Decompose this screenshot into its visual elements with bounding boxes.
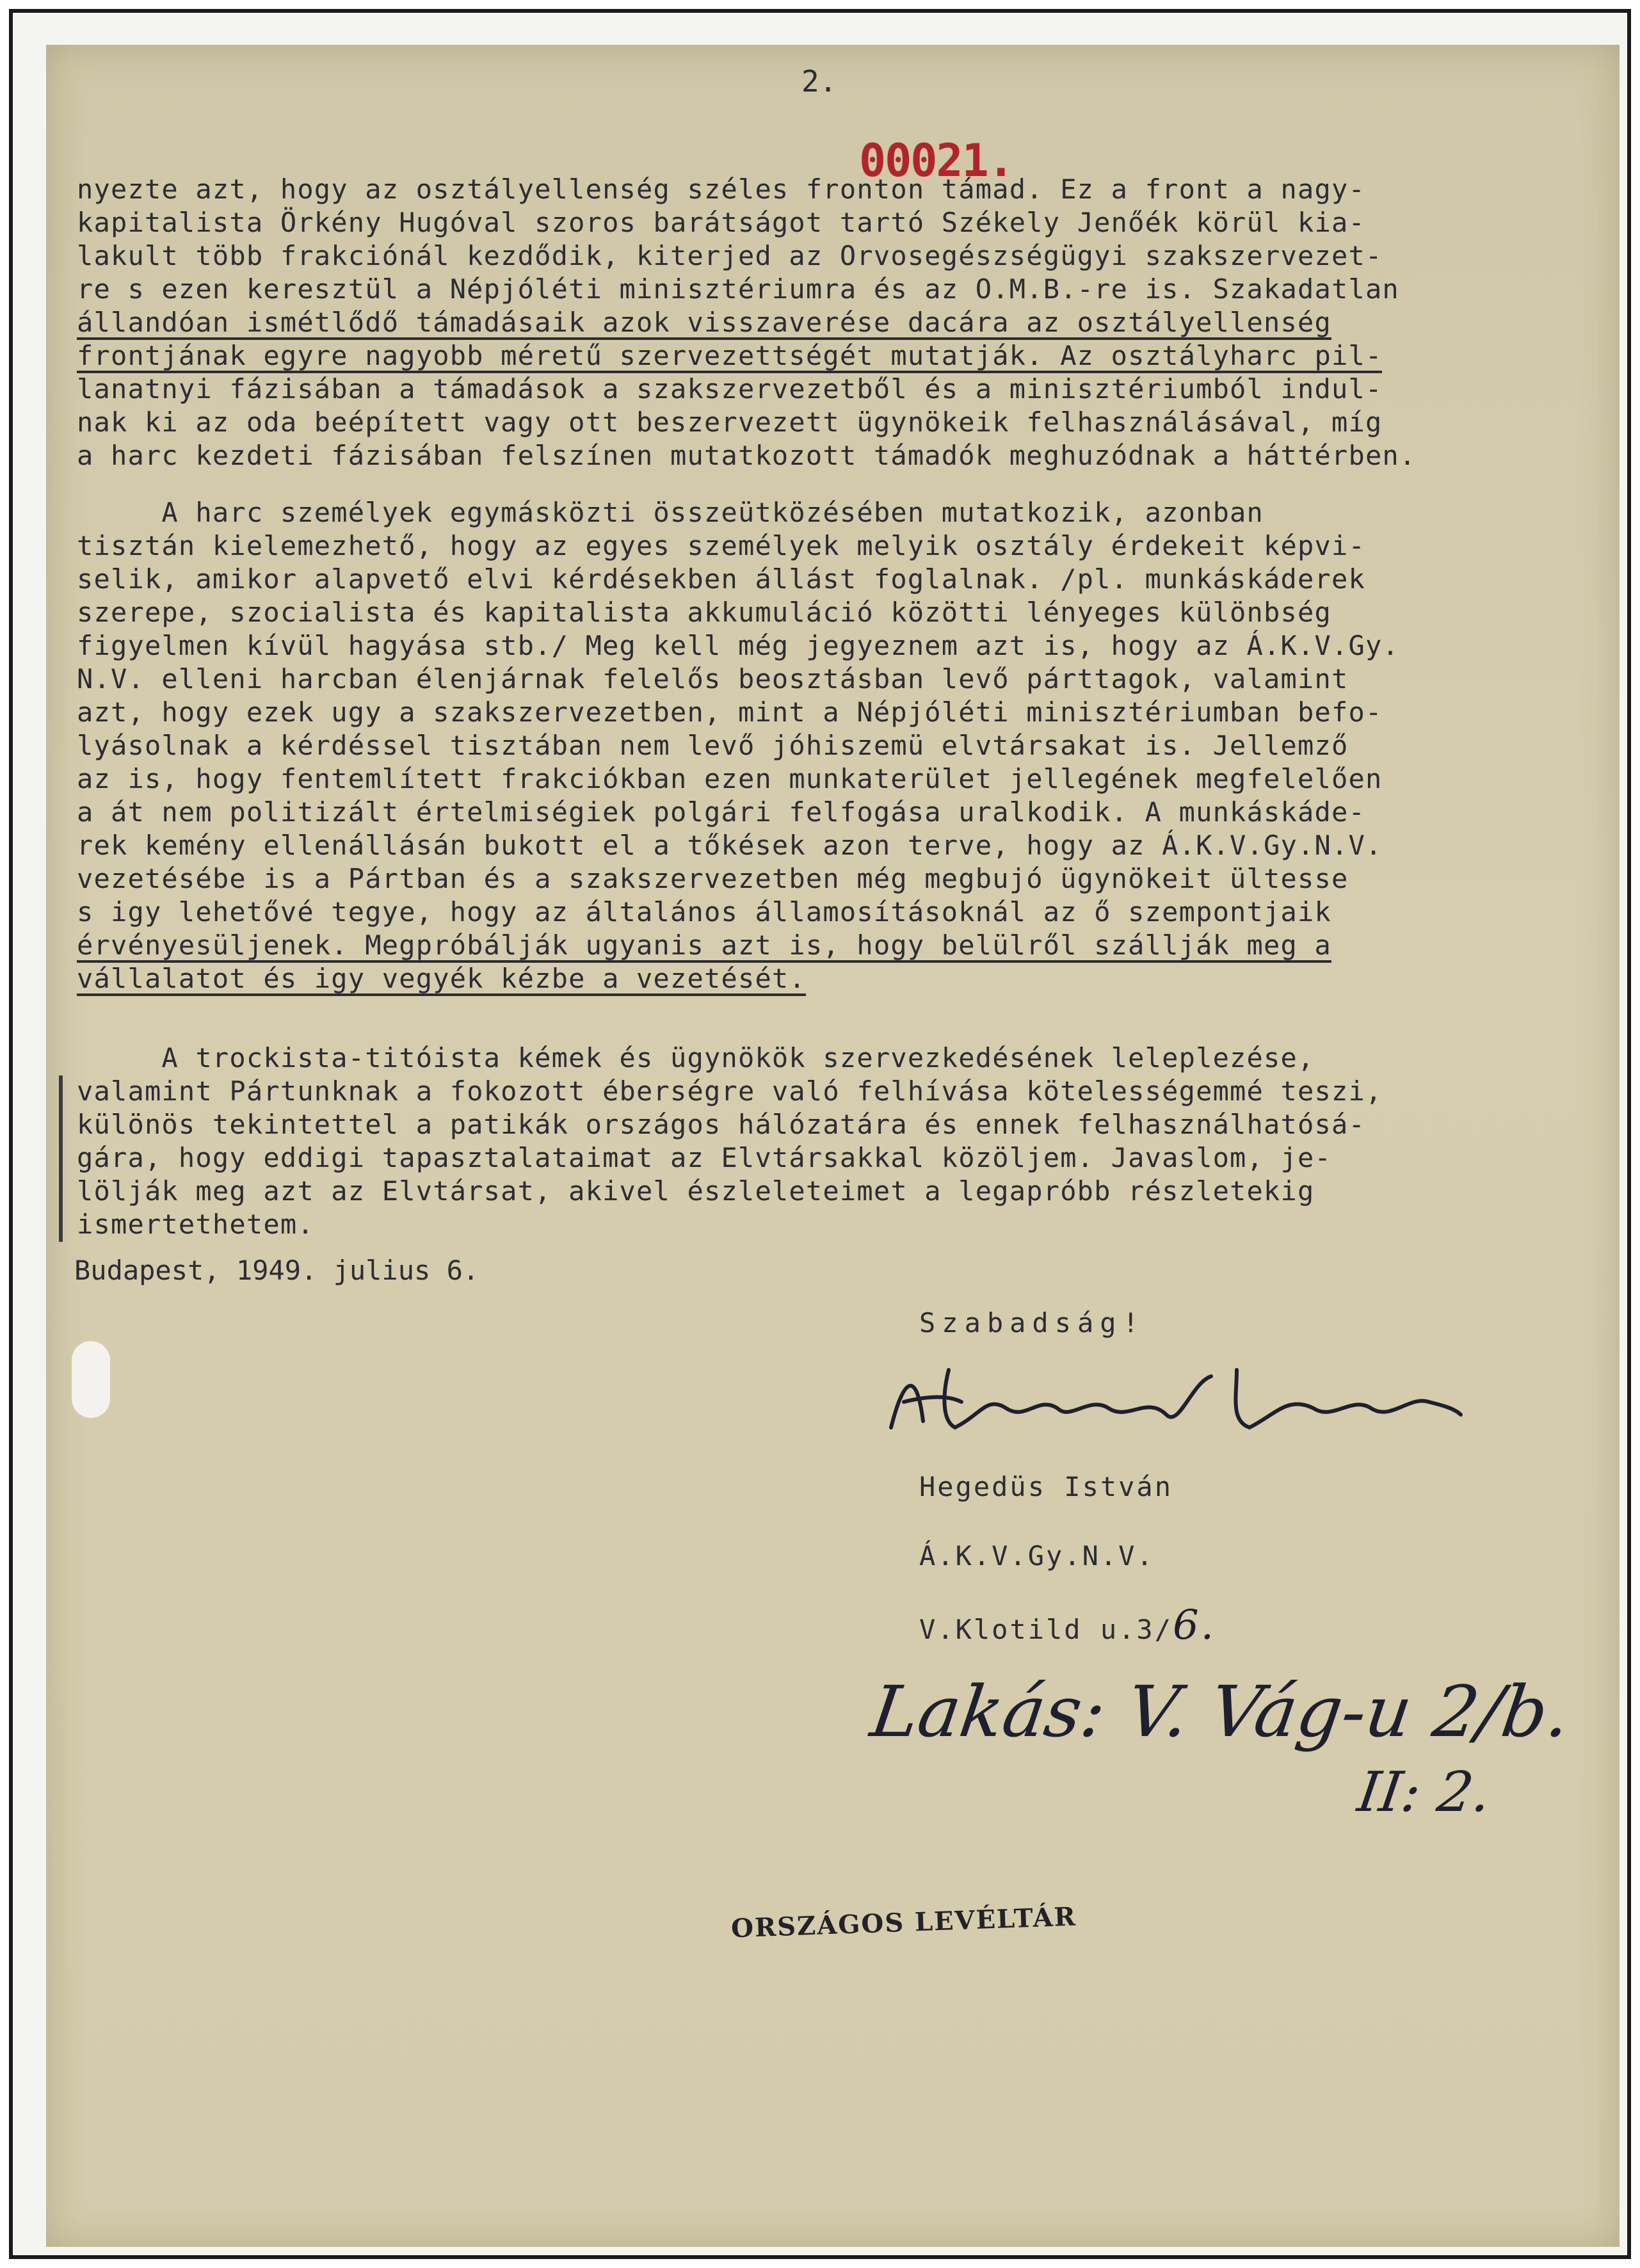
underlined-text-line: érvényesüljenek. Megpróbálják ugyanis azt is, hogy belülről szállják meg a — [77, 932, 1331, 963]
handwritten-signature — [878, 1357, 1467, 1453]
text-line: vezetésébe is a Pártban és a szakszervezetben még megbujó ügynökeit ültesse — [77, 863, 1349, 894]
underlined-text-line: vállalatot és igy vegyék kézbe a vezetését. — [77, 965, 806, 996]
text-line: lanatnyi fázisában a támadások a szakszervezetből és a minisztériumból indul- — [77, 373, 1383, 405]
text-line: rek kemény ellenállásán bukott el a tőkések azon terve, hogy az Á.K.V.Gy.N.V. — [77, 830, 1383, 861]
text-line: kapitalista Örkény Hugóval szoros barátságot tartó Székely Jenőék körül kia- — [77, 207, 1365, 238]
text-line: szerepe, szocialista és kapitalista akkumuláció közötti lényeges különbség — [77, 597, 1331, 628]
signer-address — [919, 1602, 1216, 1649]
text-line: lölják meg azt az Elvtársat, akivel észleleteimet a legapróbb részletekig — [77, 1175, 1315, 1207]
text-line: lyásolnak a kérdéssel tisztában nem levő jóhiszemü elvtársakat is. Jellemző — [77, 730, 1349, 761]
document-page — [46, 45, 1620, 2247]
text-line: lakult több frakciónál kezdődik, kiterjed az Orvosegészségügyi szakszervezet- — [77, 240, 1383, 271]
text-line: A harc személyek egymásközti összeütközésében mutatkozik, azonban — [77, 497, 1264, 528]
text-line: nak ki az oda beépített vagy ott beszervezett ügynökeik felhasználásával, míg — [77, 406, 1383, 438]
text-line: különös tekintettel a patikák országos hálózatára és ennek felhasználhatósá- — [77, 1109, 1365, 1140]
text-line: az is, hogy fentemlített frakciókban ezen munkaterület jellegének megfelelően — [77, 763, 1383, 794]
text-line: A trockista-titóista kémek és ügynökök szervezkedésének leleplezése, — [77, 1042, 1315, 1074]
signer-name: Hegedüs István — [919, 1471, 1173, 1502]
text-line: ismertethetem. — [77, 1209, 314, 1240]
text-line: a át nem politizált értelmiségiek polgári felfogása uralkodik. A munkáskáde- — [77, 796, 1365, 828]
text-line: figyelmen kívül hagyása stb./ Meg kell még jegyeznem azt is, hogy az Á.K.V.Gy. — [77, 630, 1399, 661]
signer-address-handwritten-suffix: 6. — [1173, 1602, 1216, 1649]
text-line: N.V. elleni harcban élenjárnak felelős beosztásban levő párttagok, valamint — [77, 663, 1349, 695]
underlined-text-line: frontjának egyre nagyobb méretű szervezettségét mutatják. Az osztályharc pil- — [77, 342, 1382, 373]
text-line: gára, hogy eddigi tapasztalataimat az Elvtársakkal közöljem. Javaslom, je- — [77, 1142, 1331, 1173]
handwritten-residence-note: Lakás: V. Vág-u 2/b. — [866, 1671, 1576, 1753]
signer-organization: Á.K.V.Gy.N.V. — [919, 1540, 1155, 1572]
text-line: selik, amikor alapvető elvi kérdésekben állást foglalnak. /pl. munkáskáderek — [77, 563, 1365, 595]
date-line: Budapest, 1949. julius 6. — [74, 1255, 479, 1286]
text-line: nyezte azt, hogy az osztályellenség széles fronton támad. Ez a front a nagy- — [77, 173, 1365, 205]
text-line: valamint Pártunknak a fokozott éberségre való felhívása kötelességemmé teszi, — [77, 1075, 1383, 1107]
margin-line-mark — [59, 1075, 63, 1242]
punch-hole — [72, 1341, 110, 1418]
text-line: a harc kezdeti fázisában felszínen mutatkozott támadók meghuzódnak a háttérben. — [77, 440, 1417, 471]
text-line: tisztán kielemezhető, hogy az egyes személyek melyik osztály érdekeit képvi- — [77, 530, 1365, 561]
text-line: s igy lehetővé tegye, hogy az általános államosításoknál az ő szempontjaik — [77, 896, 1331, 928]
page-number: 2. — [801, 64, 837, 99]
archive-stamp: ORSZÁGOS LEVÉLTÁR — [730, 1901, 1077, 1944]
text-line: re s ezen keresztül a Népjóléti minisztériumra és az O.M.B.-re is. Szakadatlan — [77, 273, 1399, 305]
document-frame — [9, 9, 1631, 2259]
closing-salutation: Szabadság! — [919, 1307, 1145, 1339]
signer-address-typed: V.Klotild u.3/ — [919, 1614, 1173, 1645]
archive-number-stamp: 00021. — [859, 134, 1013, 187]
text-line: azt, hogy ezek ugy a szakszervezetben, mint a Népjóléti minisztériumban befo- — [77, 696, 1383, 728]
handwritten-floor-note: II: 2. — [1353, 1760, 1495, 1824]
underlined-text-line: állandóan ismétlődő támadásaik azok visszaverése dacára az osztályellenség — [77, 309, 1331, 340]
